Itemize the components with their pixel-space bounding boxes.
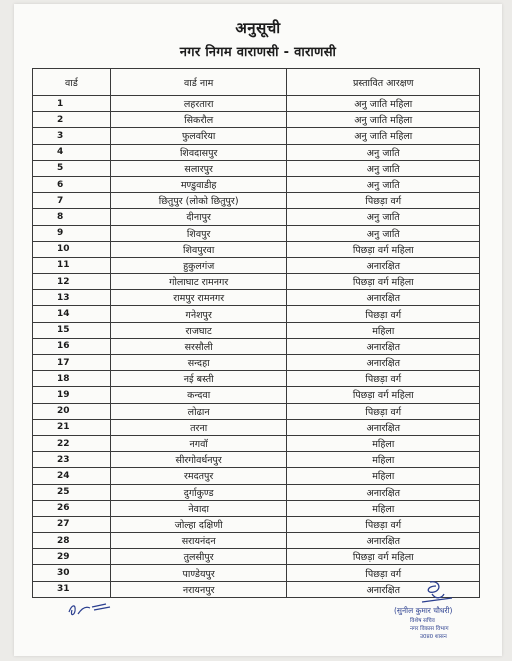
- table-row: [33, 274, 480, 290]
- ward-number-cell: 21: [33, 419, 111, 435]
- ward-number-cell: 4: [33, 144, 111, 160]
- ward-name-cell: राजघाट: [110, 322, 287, 338]
- ward-number-cell: 22: [33, 435, 111, 451]
- reservation-cell: अनारक्षित: [287, 355, 480, 371]
- ward-name-cell: रामपुर रामनगर: [110, 290, 287, 306]
- table-row: [33, 176, 480, 192]
- ward-number-cell: 14: [33, 306, 111, 322]
- table-row: [33, 403, 480, 419]
- column-header-ward: वार्ड: [33, 69, 111, 96]
- ward-name-cell: दुर्गाकुण्ड: [110, 484, 287, 500]
- table-row: [33, 338, 480, 354]
- ward-number-cell: 8: [33, 209, 111, 225]
- ward-name-cell: सिकरौल: [110, 112, 287, 128]
- reservation-cell: महिला: [287, 468, 480, 484]
- reservation-cell: अनु जाति: [287, 176, 480, 192]
- reservation-cell: पिछड़ा वर्ग महिला: [287, 274, 480, 290]
- ward-name-cell: रमदतपुर: [110, 468, 287, 484]
- table-row: [33, 371, 480, 387]
- ward-number-cell: 3: [33, 128, 111, 144]
- ward-name-cell: सीरगोवर्धनपुर: [110, 452, 287, 468]
- reservation-cell: महिला: [287, 322, 480, 338]
- reservation-cell: अनु जाति: [287, 209, 480, 225]
- reservation-cell: अनु जाति महिला: [287, 112, 480, 128]
- ward-number-cell: 19: [33, 387, 111, 403]
- table-row: [33, 96, 480, 112]
- table-row: [33, 468, 480, 484]
- ward-number-cell: 7: [33, 193, 111, 209]
- ward-number-cell: 24: [33, 468, 111, 484]
- ward-number-cell: 23: [33, 452, 111, 468]
- reservation-cell: अनु जाति महिला: [287, 96, 480, 112]
- ward-name-cell: कन्दवा: [110, 387, 287, 403]
- table-row: [33, 128, 480, 144]
- reservation-cell: अनारक्षित: [287, 419, 480, 435]
- ward-name-cell: शिवदासपुर: [110, 144, 287, 160]
- ward-name-cell: पाण्डेयपुर: [110, 565, 287, 581]
- table-row: [33, 144, 480, 160]
- ward-number-cell: 31: [33, 581, 111, 597]
- signatory-name: (सुनील कुमार चौधरी): [394, 606, 453, 615]
- reservation-cell: पिछड़ा वर्ग: [287, 565, 480, 581]
- ward-number-cell: 6: [33, 176, 111, 192]
- ward-name-cell: नई बस्ती: [110, 371, 287, 387]
- ward-name-cell: छितुपुर (लोको छितुपुर): [110, 193, 287, 209]
- ward-number-cell: 9: [33, 225, 111, 241]
- ward-name-cell: जोल्हा दक्षिणी: [110, 516, 287, 532]
- ward-number-cell: 5: [33, 160, 111, 176]
- ward-number-cell: 11: [33, 257, 111, 273]
- table-row: [33, 160, 480, 176]
- reservation-cell: अनारक्षित: [287, 484, 480, 500]
- table-row: [33, 225, 480, 241]
- ward-number-cell: 1: [33, 96, 111, 112]
- ward-name-cell: सरसौली: [110, 338, 287, 354]
- reservation-cell: महिला: [287, 435, 480, 451]
- ward-number-cell: 16: [33, 338, 111, 354]
- ward-number-cell: 30: [33, 565, 111, 581]
- reservation-cell: पिछड़ा वर्ग: [287, 371, 480, 387]
- table-header-row: [33, 69, 480, 96]
- table-row: [33, 257, 480, 273]
- ward-name-cell: सलारपुर: [110, 160, 287, 176]
- ward-number-cell: 29: [33, 549, 111, 565]
- reservation-cell: अनु जाति: [287, 160, 480, 176]
- document-title: अनुसूची: [235, 19, 281, 37]
- reservation-cell: पिछड़ा वर्ग: [287, 403, 480, 419]
- ward-number-cell: 27: [33, 516, 111, 532]
- ward-number-cell: 12: [33, 274, 111, 290]
- reservation-cell: अनु जाति: [287, 225, 480, 241]
- table-row: [33, 241, 480, 257]
- ward-name-cell: मण्डुवाडीह: [110, 176, 287, 192]
- reservation-cell: महिला: [287, 500, 480, 516]
- ward-name-cell: नगवॉ: [110, 435, 287, 451]
- document-page: [14, 4, 502, 656]
- reservation-cell: अनारक्षित: [287, 257, 480, 273]
- ward-number-cell: 28: [33, 533, 111, 549]
- ward-name-cell: सन्दहा: [110, 355, 287, 371]
- signatory-department: नगर विकास विभाग: [410, 626, 449, 632]
- reservation-cell: अनारक्षित: [287, 338, 480, 354]
- initials-mark: [66, 598, 112, 620]
- ward-number-cell: 25: [33, 484, 111, 500]
- ward-number-cell: 18: [33, 371, 111, 387]
- reservation-cell: पिछड़ा वर्ग: [287, 306, 480, 322]
- ward-name-cell: गोलाघाट रामनगर: [110, 274, 287, 290]
- signatory-government: उ0प्र0 शासन: [420, 634, 447, 640]
- table-row: [33, 549, 480, 565]
- signatory-designation: विशेष सचिव: [410, 618, 435, 624]
- ward-number-cell: 17: [33, 355, 111, 371]
- reservation-cell: पिछड़ा वर्ग: [287, 193, 480, 209]
- ward-name-cell: हुकुलगंज: [110, 257, 287, 273]
- table-row: [33, 387, 480, 403]
- ward-name-cell: शिवपुर: [110, 225, 287, 241]
- ward-number-cell: 13: [33, 290, 111, 306]
- reservation-cell: पिछड़ा वर्ग महिला: [287, 387, 480, 403]
- ward-name-cell: दीनापुर: [110, 209, 287, 225]
- reservation-cell: पिछड़ा वर्ग: [287, 516, 480, 532]
- reservation-table: [32, 68, 480, 598]
- table-row: [33, 193, 480, 209]
- table-row: [33, 500, 480, 516]
- ward-number-cell: 26: [33, 500, 111, 516]
- table-row: [33, 355, 480, 371]
- reservation-cell: अनारक्षित: [287, 581, 480, 597]
- ward-number-cell: 15: [33, 322, 111, 338]
- table-row: [33, 112, 480, 128]
- reservation-cell: महिला: [287, 452, 480, 468]
- ward-name-cell: नेवादा: [110, 500, 287, 516]
- column-header-reservation: प्रस्तावित आरक्षण: [287, 69, 480, 96]
- ward-name-cell: फुलवरिया: [110, 128, 287, 144]
- table-body: [33, 96, 480, 598]
- table-row: [33, 419, 480, 435]
- ward-name-cell: शिवपुरवा: [110, 241, 287, 257]
- ward-name-cell: तरना: [110, 419, 287, 435]
- ward-name-cell: नरायनपुर: [110, 581, 287, 597]
- table-row: [33, 533, 480, 549]
- reservation-cell: अनु जाति: [287, 144, 480, 160]
- reservation-cell: पिछड़ा वर्ग महिला: [287, 549, 480, 565]
- table-row: [33, 209, 480, 225]
- ward-number-cell: 20: [33, 403, 111, 419]
- table-row: [33, 484, 480, 500]
- reservation-cell: अनु जाति महिला: [287, 128, 480, 144]
- reservation-cell: अनारक्षित: [287, 533, 480, 549]
- ward-name-cell: तुलसीपुर: [110, 549, 287, 565]
- column-header-ward-name: वार्ड नाम: [110, 69, 287, 96]
- table-row: [33, 322, 480, 338]
- table-row: [33, 290, 480, 306]
- ward-number-cell: 2: [33, 112, 111, 128]
- ward-name-cell: सरायनंदन: [110, 533, 287, 549]
- ward-name-cell: गनेशपुर: [110, 306, 287, 322]
- table-row: [33, 435, 480, 451]
- table-row: [33, 306, 480, 322]
- ward-name-cell: लोढान: [110, 403, 287, 419]
- reservation-cell: अनारक्षित: [287, 290, 480, 306]
- table-row: [33, 516, 480, 532]
- table-row: [33, 452, 480, 468]
- reservation-cell: पिछड़ा वर्ग महिला: [287, 241, 480, 257]
- ward-name-cell: लहरतारा: [110, 96, 287, 112]
- ward-number-cell: 10: [33, 241, 111, 257]
- document-subtitle: नगर निगम वाराणसी - वाराणसी: [179, 45, 337, 60]
